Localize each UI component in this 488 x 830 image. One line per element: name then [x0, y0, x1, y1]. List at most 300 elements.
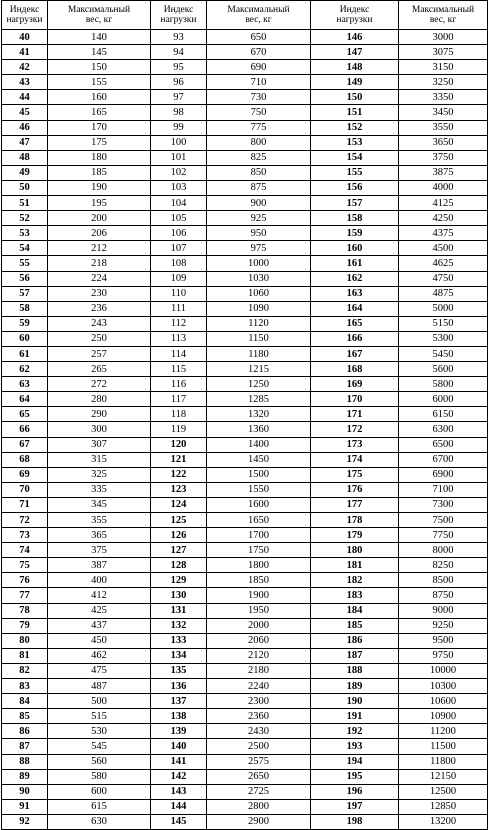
table-row [2, 558, 488, 573]
cell-load-index: 140 [151, 739, 207, 754]
cell-max-weight: 9250 [399, 618, 488, 633]
cell-max-weight: 1800 [207, 558, 311, 573]
cell-load-index: 190 [311, 694, 399, 709]
cell-max-weight: 3250 [399, 75, 488, 90]
cell-load-index: 114 [151, 346, 207, 361]
cell-max-weight: 272 [48, 377, 151, 392]
table-row [2, 196, 488, 211]
cell-max-weight: 10600 [399, 694, 488, 709]
cell-max-weight: 730 [207, 90, 311, 105]
table-row [2, 331, 488, 346]
cell-load-index: 171 [311, 407, 399, 422]
cell-max-weight: 900 [207, 196, 311, 211]
header-line: нагрузки [336, 15, 373, 25]
cell-max-weight: 7750 [399, 528, 488, 543]
cell-max-weight: 1900 [207, 588, 311, 603]
header-line: нагрузки [6, 15, 43, 25]
cell-max-weight: 2060 [207, 633, 311, 648]
cell-load-index: 51 [2, 196, 48, 211]
cell-load-index: 57 [2, 286, 48, 301]
header-line: вес, кг [429, 15, 457, 25]
cell-max-weight: 355 [48, 513, 151, 528]
header-line: вес, кг [85, 15, 113, 25]
table-row [2, 497, 488, 512]
cell-load-index: 112 [151, 316, 207, 331]
cell-load-index: 149 [311, 75, 399, 90]
cell-max-weight: 3450 [399, 105, 488, 120]
cell-load-index: 174 [311, 452, 399, 467]
cell-load-index: 100 [151, 135, 207, 150]
cell-load-index: 68 [2, 452, 48, 467]
cell-max-weight: 195 [48, 196, 151, 211]
cell-max-weight: 4625 [399, 256, 488, 271]
cell-load-index: 133 [151, 633, 207, 648]
cell-max-weight: 450 [48, 633, 151, 648]
table-row [2, 709, 488, 724]
cell-load-index: 63 [2, 377, 48, 392]
cell-load-index: 160 [311, 241, 399, 256]
cell-load-index: 197 [311, 799, 399, 814]
cell-load-index: 74 [2, 543, 48, 558]
cell-load-index: 65 [2, 407, 48, 422]
cell-load-index: 196 [311, 784, 399, 799]
table-row [2, 543, 488, 558]
load-index-table [1, 0, 488, 830]
cell-load-index: 106 [151, 226, 207, 241]
cell-load-index: 132 [151, 618, 207, 633]
cell-load-index: 72 [2, 513, 48, 528]
cell-max-weight: 155 [48, 75, 151, 90]
cell-max-weight: 175 [48, 135, 151, 150]
cell-max-weight: 2300 [207, 694, 311, 709]
cell-load-index: 55 [2, 256, 48, 271]
cell-max-weight: 710 [207, 75, 311, 90]
cell-load-index: 42 [2, 60, 48, 75]
cell-max-weight: 200 [48, 211, 151, 226]
cell-max-weight: 1120 [207, 316, 311, 331]
cell-max-weight: 265 [48, 362, 151, 377]
cell-max-weight: 170 [48, 120, 151, 135]
cell-max-weight: 13200 [399, 814, 488, 829]
cell-max-weight: 800 [207, 135, 311, 150]
cell-max-weight: 600 [48, 784, 151, 799]
cell-max-weight: 5450 [399, 346, 488, 361]
cell-max-weight: 3650 [399, 135, 488, 150]
cell-load-index: 145 [151, 814, 207, 829]
cell-max-weight: 1850 [207, 573, 311, 588]
cell-max-weight: 387 [48, 558, 151, 573]
cell-load-index: 88 [2, 754, 48, 769]
cell-load-index: 41 [2, 45, 48, 60]
cell-max-weight: 212 [48, 241, 151, 256]
cell-max-weight: 218 [48, 256, 151, 271]
cell-load-index: 53 [2, 226, 48, 241]
cell-load-index: 64 [2, 392, 48, 407]
cell-load-index: 130 [151, 588, 207, 603]
cell-max-weight: 580 [48, 769, 151, 784]
cell-load-index: 193 [311, 739, 399, 754]
cell-max-weight: 140 [48, 30, 151, 45]
cell-load-index: 172 [311, 422, 399, 437]
cell-load-index: 127 [151, 543, 207, 558]
cell-load-index: 166 [311, 331, 399, 346]
cell-max-weight: 500 [48, 694, 151, 709]
table-row [2, 694, 488, 709]
cell-load-index: 47 [2, 135, 48, 150]
cell-load-index: 170 [311, 392, 399, 407]
table-row [2, 663, 488, 678]
cell-max-weight: 1750 [207, 543, 311, 558]
cell-max-weight: 1060 [207, 286, 311, 301]
cell-max-weight: 425 [48, 603, 151, 618]
cell-max-weight: 375 [48, 543, 151, 558]
cell-max-weight: 300 [48, 422, 151, 437]
table-row [2, 316, 488, 331]
cell-load-index: 60 [2, 331, 48, 346]
table-row [2, 467, 488, 482]
cell-max-weight: 6500 [399, 437, 488, 452]
header-load-index [2, 1, 48, 30]
cell-load-index: 143 [151, 784, 207, 799]
table-row [2, 226, 488, 241]
cell-load-index: 120 [151, 437, 207, 452]
cell-load-index: 97 [151, 90, 207, 105]
header-line: Максимальный [67, 5, 131, 15]
cell-max-weight: 400 [48, 573, 151, 588]
cell-max-weight: 5150 [399, 316, 488, 331]
cell-load-index: 152 [311, 120, 399, 135]
cell-max-weight: 2120 [207, 648, 311, 663]
cell-max-weight: 243 [48, 316, 151, 331]
cell-max-weight: 224 [48, 271, 151, 286]
cell-max-weight: 775 [207, 120, 311, 135]
cell-max-weight: 3750 [399, 150, 488, 165]
table-row [2, 286, 488, 301]
cell-load-index: 182 [311, 573, 399, 588]
cell-load-index: 82 [2, 663, 48, 678]
cell-max-weight: 475 [48, 663, 151, 678]
cell-load-index: 157 [311, 196, 399, 211]
cell-load-index: 59 [2, 316, 48, 331]
cell-load-index: 151 [311, 105, 399, 120]
cell-max-weight: 230 [48, 286, 151, 301]
cell-load-index: 134 [151, 648, 207, 663]
table-row [2, 648, 488, 663]
cell-max-weight: 7300 [399, 497, 488, 512]
table-row [2, 754, 488, 769]
cell-max-weight: 615 [48, 799, 151, 814]
cell-max-weight: 437 [48, 618, 151, 633]
cell-load-index: 128 [151, 558, 207, 573]
cell-load-index: 192 [311, 724, 399, 739]
header-load-index [151, 1, 207, 30]
cell-load-index: 159 [311, 226, 399, 241]
table-row [2, 513, 488, 528]
cell-load-index: 98 [151, 105, 207, 120]
cell-max-weight: 2575 [207, 754, 311, 769]
cell-max-weight: 3350 [399, 90, 488, 105]
cell-max-weight: 950 [207, 226, 311, 241]
cell-load-index: 86 [2, 724, 48, 739]
table-row [2, 30, 488, 45]
cell-load-index: 169 [311, 377, 399, 392]
table-row [2, 135, 488, 150]
cell-max-weight: 365 [48, 528, 151, 543]
table-body [2, 30, 488, 830]
cell-max-weight: 1250 [207, 377, 311, 392]
cell-load-index: 168 [311, 362, 399, 377]
cell-load-index: 187 [311, 648, 399, 663]
header-max-weight [399, 1, 488, 30]
cell-load-index: 142 [151, 769, 207, 784]
cell-load-index: 69 [2, 467, 48, 482]
cell-max-weight: 3550 [399, 120, 488, 135]
table-row [2, 724, 488, 739]
cell-max-weight: 975 [207, 241, 311, 256]
table-row [2, 392, 488, 407]
header-line: нагрузки [160, 15, 197, 25]
cell-load-index: 90 [2, 784, 48, 799]
cell-max-weight: 1360 [207, 422, 311, 437]
table-row [2, 211, 488, 226]
cell-load-index: 141 [151, 754, 207, 769]
cell-load-index: 45 [2, 105, 48, 120]
cell-max-weight: 325 [48, 467, 151, 482]
cell-max-weight: 630 [48, 814, 151, 829]
cell-load-index: 167 [311, 346, 399, 361]
cell-max-weight: 2000 [207, 618, 311, 633]
cell-load-index: 84 [2, 694, 48, 709]
cell-load-index: 54 [2, 241, 48, 256]
cell-load-index: 156 [311, 180, 399, 195]
cell-load-index: 61 [2, 346, 48, 361]
table-row [2, 633, 488, 648]
cell-load-index: 91 [2, 799, 48, 814]
cell-load-index: 176 [311, 482, 399, 497]
cell-max-weight: 2430 [207, 724, 311, 739]
cell-load-index: 195 [311, 769, 399, 784]
cell-load-index: 48 [2, 150, 48, 165]
cell-load-index: 116 [151, 377, 207, 392]
cell-load-index: 189 [311, 679, 399, 694]
cell-load-index: 178 [311, 513, 399, 528]
cell-load-index: 101 [151, 150, 207, 165]
cell-load-index: 89 [2, 769, 48, 784]
table-row [2, 618, 488, 633]
cell-load-index: 107 [151, 241, 207, 256]
cell-max-weight: 690 [207, 60, 311, 75]
cell-load-index: 58 [2, 301, 48, 316]
header-line: Индекс [339, 5, 370, 15]
table-row [2, 256, 488, 271]
table-row [2, 45, 488, 60]
cell-load-index: 183 [311, 588, 399, 603]
cell-max-weight: 1650 [207, 513, 311, 528]
cell-max-weight: 10900 [399, 709, 488, 724]
cell-load-index: 49 [2, 165, 48, 180]
cell-load-index: 71 [2, 497, 48, 512]
table-row [2, 739, 488, 754]
cell-max-weight: 4250 [399, 211, 488, 226]
cell-load-index: 52 [2, 211, 48, 226]
cell-max-weight: 5600 [399, 362, 488, 377]
cell-load-index: 99 [151, 120, 207, 135]
cell-load-index: 148 [311, 60, 399, 75]
table-row [2, 377, 488, 392]
cell-load-index: 79 [2, 618, 48, 633]
cell-max-weight: 1090 [207, 301, 311, 316]
cell-max-weight: 1550 [207, 482, 311, 497]
cell-max-weight: 4750 [399, 271, 488, 286]
cell-max-weight: 8500 [399, 573, 488, 588]
cell-load-index: 122 [151, 467, 207, 482]
cell-load-index: 73 [2, 528, 48, 543]
cell-max-weight: 670 [207, 45, 311, 60]
table-row [2, 452, 488, 467]
table-row [2, 90, 488, 105]
cell-max-weight: 8250 [399, 558, 488, 573]
cell-load-index: 62 [2, 362, 48, 377]
cell-max-weight: 545 [48, 739, 151, 754]
cell-load-index: 144 [151, 799, 207, 814]
cell-load-index: 123 [151, 482, 207, 497]
table-row [2, 271, 488, 286]
cell-max-weight: 185 [48, 165, 151, 180]
cell-max-weight: 1950 [207, 603, 311, 618]
cell-max-weight: 1450 [207, 452, 311, 467]
cell-max-weight: 250 [48, 331, 151, 346]
cell-load-index: 179 [311, 528, 399, 543]
header-line: Максимальный [227, 5, 290, 15]
header-line: вес, кг [245, 15, 272, 25]
cell-max-weight: 190 [48, 180, 151, 195]
table-row [2, 180, 488, 195]
cell-load-index: 154 [311, 150, 399, 165]
table-row [2, 150, 488, 165]
cell-load-index: 67 [2, 437, 48, 452]
cell-max-weight: 1600 [207, 497, 311, 512]
cell-max-weight: 850 [207, 165, 311, 180]
cell-max-weight: 560 [48, 754, 151, 769]
cell-max-weight: 206 [48, 226, 151, 241]
cell-max-weight: 165 [48, 105, 151, 120]
cell-max-weight: 1400 [207, 437, 311, 452]
cell-load-index: 131 [151, 603, 207, 618]
cell-load-index: 117 [151, 392, 207, 407]
cell-max-weight: 650 [207, 30, 311, 45]
table-row [2, 784, 488, 799]
cell-max-weight: 6900 [399, 467, 488, 482]
cell-max-weight: 11800 [399, 754, 488, 769]
cell-load-index: 96 [151, 75, 207, 90]
table-header [2, 1, 488, 30]
cell-load-index: 95 [151, 60, 207, 75]
table-row [2, 407, 488, 422]
cell-load-index: 161 [311, 256, 399, 271]
cell-max-weight: 5000 [399, 301, 488, 316]
cell-load-index: 113 [151, 331, 207, 346]
cell-max-weight: 307 [48, 437, 151, 452]
header-row [2, 1, 488, 30]
cell-load-index: 102 [151, 165, 207, 180]
cell-load-index: 66 [2, 422, 48, 437]
cell-max-weight: 180 [48, 150, 151, 165]
cell-max-weight: 9500 [399, 633, 488, 648]
cell-max-weight: 2500 [207, 739, 311, 754]
table-row [2, 769, 488, 784]
cell-max-weight: 925 [207, 211, 311, 226]
cell-max-weight: 1700 [207, 528, 311, 543]
cell-max-weight: 11200 [399, 724, 488, 739]
table-row [2, 573, 488, 588]
table-row [2, 120, 488, 135]
cell-max-weight: 3075 [399, 45, 488, 60]
cell-max-weight: 4000 [399, 180, 488, 195]
cell-max-weight: 160 [48, 90, 151, 105]
cell-max-weight: 7500 [399, 513, 488, 528]
cell-max-weight: 825 [207, 150, 311, 165]
cell-max-weight: 150 [48, 60, 151, 75]
cell-load-index: 70 [2, 482, 48, 497]
cell-max-weight: 4125 [399, 196, 488, 211]
table-row [2, 603, 488, 618]
cell-load-index: 164 [311, 301, 399, 316]
cell-max-weight: 462 [48, 648, 151, 663]
cell-max-weight: 9750 [399, 648, 488, 663]
cell-load-index: 81 [2, 648, 48, 663]
cell-load-index: 129 [151, 573, 207, 588]
cell-load-index: 155 [311, 165, 399, 180]
table-row [2, 362, 488, 377]
cell-load-index: 188 [311, 663, 399, 678]
cell-max-weight: 11500 [399, 739, 488, 754]
cell-max-weight: 4375 [399, 226, 488, 241]
table-row [2, 346, 488, 361]
cell-load-index: 177 [311, 497, 399, 512]
cell-max-weight: 12850 [399, 799, 488, 814]
cell-max-weight: 515 [48, 709, 151, 724]
table-row [2, 422, 488, 437]
cell-max-weight: 145 [48, 45, 151, 60]
cell-max-weight: 6300 [399, 422, 488, 437]
cell-load-index: 75 [2, 558, 48, 573]
cell-max-weight: 1030 [207, 271, 311, 286]
cell-load-index: 162 [311, 271, 399, 286]
cell-load-index: 94 [151, 45, 207, 60]
cell-max-weight: 530 [48, 724, 151, 739]
table-row [2, 241, 488, 256]
cell-max-weight: 257 [48, 346, 151, 361]
cell-max-weight: 4500 [399, 241, 488, 256]
header-max-weight [207, 1, 311, 30]
table-row [2, 105, 488, 120]
cell-max-weight: 6000 [399, 392, 488, 407]
cell-max-weight: 345 [48, 497, 151, 512]
cell-load-index: 158 [311, 211, 399, 226]
cell-load-index: 80 [2, 633, 48, 648]
cell-load-index: 194 [311, 754, 399, 769]
cell-load-index: 109 [151, 271, 207, 286]
cell-load-index: 78 [2, 603, 48, 618]
cell-max-weight: 12150 [399, 769, 488, 784]
cell-load-index: 180 [311, 543, 399, 558]
cell-load-index: 198 [311, 814, 399, 829]
cell-max-weight: 875 [207, 180, 311, 195]
table-row [2, 60, 488, 75]
cell-load-index: 108 [151, 256, 207, 271]
cell-load-index: 136 [151, 679, 207, 694]
cell-max-weight: 3000 [399, 30, 488, 45]
